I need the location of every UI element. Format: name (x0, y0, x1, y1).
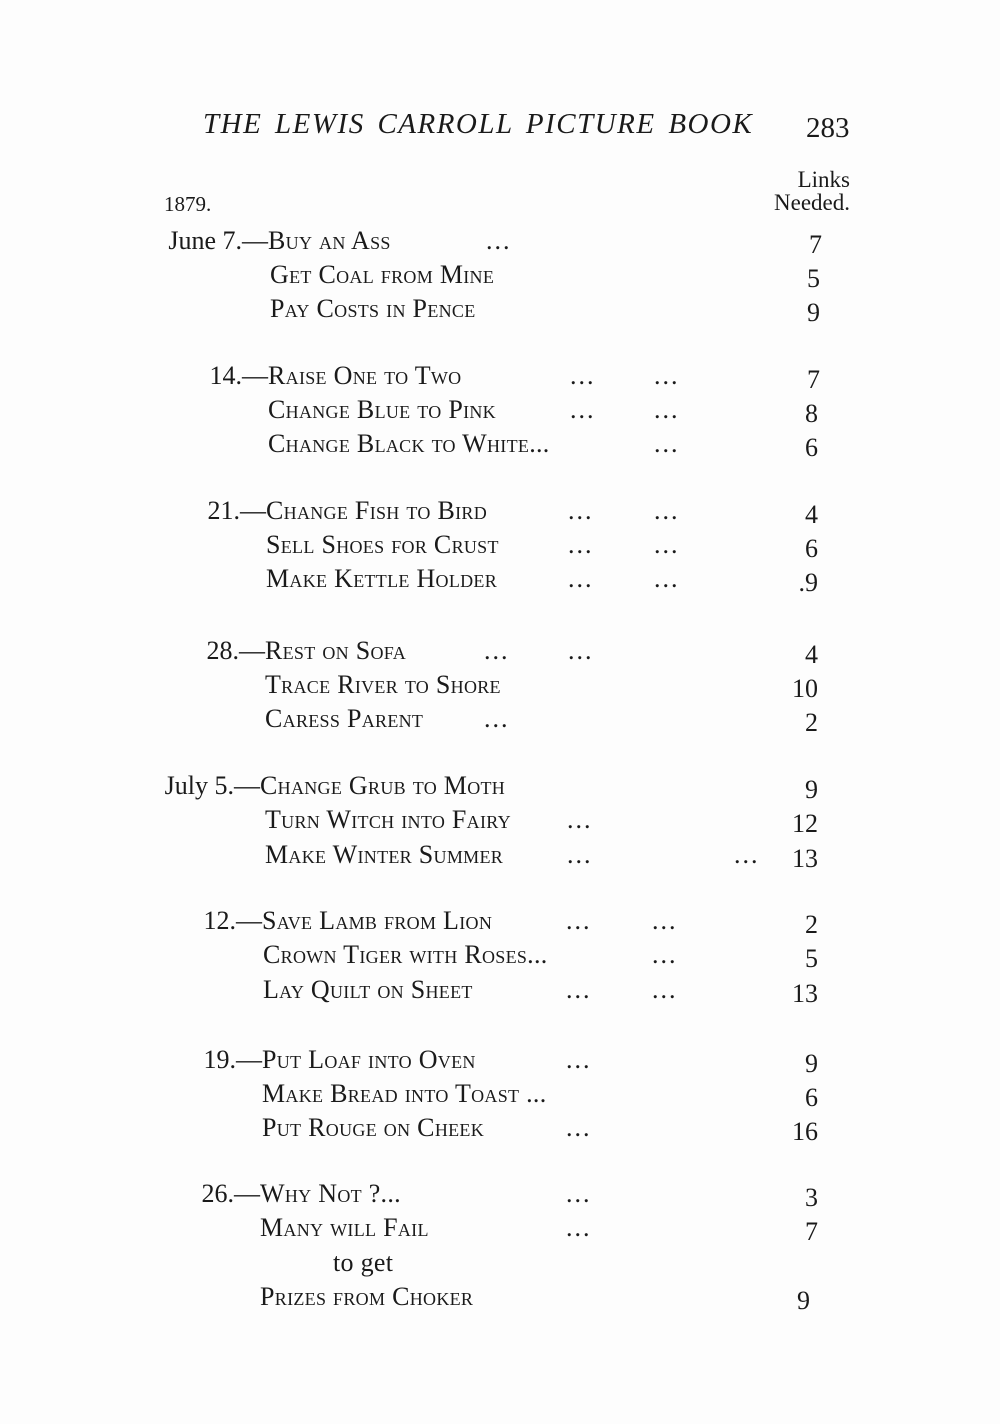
row-activity: Trace River to Shore (265, 670, 501, 699)
leader-dots: ... (734, 840, 760, 869)
links-needed-value: 3 (805, 1183, 818, 1212)
leader-dots: ... (654, 530, 680, 559)
schedule-row (0, 1179, 1000, 1213)
links-needed-value: 4 (805, 640, 818, 669)
leader-dots: ... (652, 975, 678, 1004)
row-activity: Rest on Sofa (265, 636, 407, 665)
running-title: THE LEWIS CARROLL PICTURE BOOK (203, 108, 754, 140)
row-activity: Change Fish to Bird (266, 496, 488, 525)
schedule-row (0, 395, 1000, 429)
links-needed-value: 8 (805, 399, 818, 428)
links-needed-value: 6 (805, 433, 818, 462)
schedule-row (0, 636, 1000, 670)
row-activity: Change Black to White... (268, 429, 550, 458)
schedule-row (0, 771, 1000, 805)
schedule-row (0, 670, 1000, 704)
row-activity: Get Coal from Mine (270, 260, 495, 289)
links-needed-value: .9 (798, 568, 818, 597)
leader-dots: ... (484, 704, 510, 733)
schedule-row (0, 840, 1000, 874)
links-needed-value: 16 (792, 1117, 818, 1146)
row-date: 21.— (207, 496, 266, 525)
row-activity: Why Not ?... (260, 1179, 401, 1208)
links-needed-value: 13 (792, 979, 818, 1008)
leader-dots: ... (566, 906, 592, 935)
schedule-row (0, 496, 1000, 530)
links-needed-value: 13 (792, 844, 818, 873)
leader-dots: ... (654, 564, 680, 593)
schedule-row (0, 530, 1000, 564)
leader-dots: ... (654, 429, 680, 458)
links-needed-value: 6 (805, 1083, 818, 1112)
leader-dots: ... (567, 805, 593, 834)
schedule-row (0, 226, 1000, 260)
row-activity: Make Bread into Toast ... (262, 1079, 547, 1108)
row-activity: Crown Tiger with Roses... (263, 940, 548, 969)
row-date: 26.— (201, 1179, 260, 1208)
row-activity: Change Grub to Moth (260, 771, 506, 800)
row-activity: Buy an Ass (268, 226, 391, 255)
links-needed-value: 9 (805, 1049, 818, 1078)
leader-dots: ... (570, 361, 596, 390)
schedule-row (0, 1079, 1000, 1113)
leader-dots: ... (568, 530, 594, 559)
row-date: 12.— (203, 906, 262, 935)
schedule-row (0, 361, 1000, 395)
schedule-row (0, 805, 1000, 839)
leader-dots: ... (568, 496, 594, 525)
row-activity: Turn Witch into Fairy (265, 805, 511, 834)
leader-dots: ... (570, 395, 596, 424)
links-needed-value: 9 (805, 775, 818, 804)
schedule-row (0, 1282, 1000, 1316)
row-activity: Prizes from Choker (260, 1282, 474, 1311)
links-needed-value: 2 (805, 708, 818, 737)
links-needed-value: 2 (805, 910, 818, 939)
leader-dots: ... (568, 564, 594, 593)
leader-dots: ... (567, 840, 593, 869)
links-header-line1: Links (797, 167, 850, 192)
leader-dots: ... (484, 636, 510, 665)
links-needed-value: 9 (797, 1286, 810, 1315)
leader-dots: ... (654, 361, 680, 390)
row-date: June 7.— (168, 226, 268, 255)
leader-dots: ... (654, 496, 680, 525)
schedule-row (0, 940, 1000, 974)
leader-dots: ... (652, 940, 678, 969)
schedule-row (0, 704, 1000, 738)
leader-dots: ... (566, 1113, 592, 1142)
row-activity: Raise One to Two (268, 361, 462, 390)
links-needed-value: 5 (807, 264, 820, 293)
row-activity: Many will Fail (260, 1213, 429, 1242)
schedule-row (0, 564, 1000, 598)
row-activity: Sell Shoes for Crust (266, 530, 499, 559)
links-needed-value: 9 (807, 298, 820, 327)
schedule-row (0, 1113, 1000, 1147)
schedule-row (0, 294, 1000, 328)
links-needed-value: 7 (805, 1217, 818, 1246)
schedule-row (0, 1213, 1000, 1247)
row-date: 19.— (203, 1045, 262, 1074)
links-needed-value: 12 (792, 809, 818, 838)
row-activity: Save Lamb from Lion (262, 906, 493, 935)
links-needed-value: 6 (805, 534, 818, 563)
row-activity: Put Rouge on Cheek (262, 1113, 485, 1142)
links-needed-value: 7 (809, 230, 822, 259)
row-activity: Make Winter Summer (265, 840, 504, 869)
page-number: 283 (806, 112, 850, 144)
links-needed-value: 5 (805, 944, 818, 973)
schedule-row (0, 906, 1000, 940)
row-activity: Lay Quilt on Sheet (263, 975, 473, 1004)
schedule-row (0, 429, 1000, 463)
schedule-row (0, 975, 1000, 1009)
leader-dots: ... (568, 636, 594, 665)
row-activity: Pay Costs in Pence (270, 294, 476, 323)
row-date: July 5.— (164, 771, 260, 800)
leader-dots: ... (566, 1179, 592, 1208)
links-needed-value: 4 (805, 500, 818, 529)
row-date: 28.— (206, 636, 265, 665)
schedule-row (0, 1045, 1000, 1079)
schedule-row (0, 260, 1000, 294)
leader-dots: ... (566, 1213, 592, 1242)
leader-dots: ... (654, 395, 680, 424)
year-label: 1879. (164, 192, 212, 216)
leader-dots: ... (566, 975, 592, 1004)
links-header-line2: Needed. (774, 190, 850, 215)
leader-dots: ... (566, 1045, 592, 1074)
row-date: 14.— (209, 361, 268, 390)
row-activity: Put Loaf into Oven (262, 1045, 476, 1074)
row-activity: Change Blue to Pink (268, 395, 496, 424)
schedule-row (0, 1248, 1000, 1282)
links-needed-value: 7 (807, 365, 820, 394)
row-activity: Make Kettle Holder (266, 564, 498, 593)
row-activity: Caress Parent (265, 704, 424, 733)
links-needed-value: 10 (792, 674, 818, 703)
leader-dots: ... (652, 906, 678, 935)
leader-dots: ... (486, 226, 512, 255)
row-activity: to get (333, 1248, 394, 1277)
